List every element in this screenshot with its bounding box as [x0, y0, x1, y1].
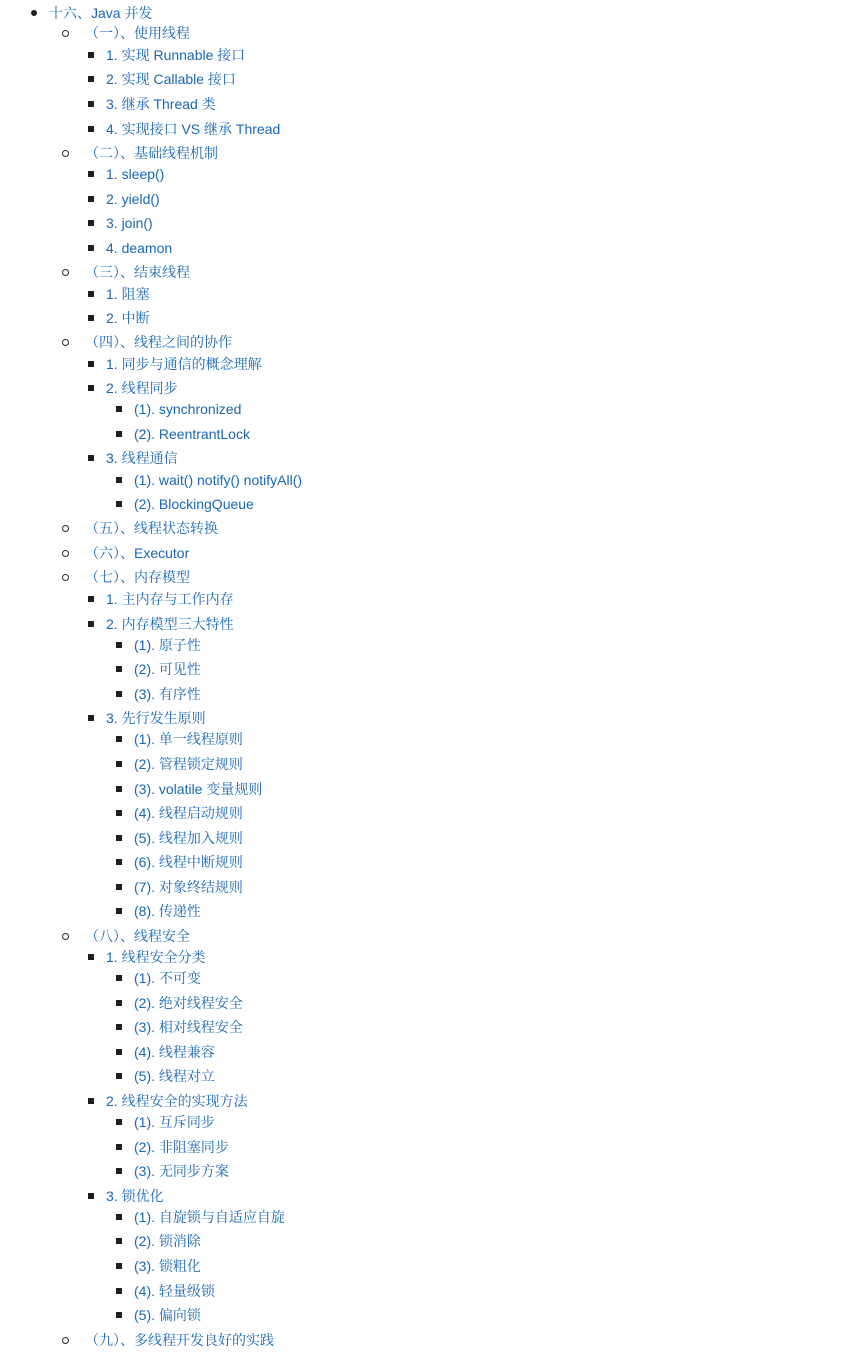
square-bullet-icon [116, 1214, 122, 1220]
toc-item-level-2 [106, 708, 206, 728]
toc-link[interactable]: (4). 线程启动规则 [134, 805, 243, 821]
square-bullet-icon [88, 954, 94, 960]
toc-item-level-3 [134, 1161, 229, 1181]
circle-bullet-icon [62, 1337, 69, 1344]
square-bullet-icon [116, 1263, 122, 1269]
square-bullet-icon [116, 406, 122, 412]
square-bullet-icon [116, 975, 122, 981]
toc-link[interactable]: （一）、使用线程 [85, 25, 190, 41]
toc-link[interactable]: (3). 无同步方案 [134, 1163, 229, 1179]
toc-link[interactable]: (3). volatile 变量规则 [134, 781, 263, 797]
toc-item-level-3 [134, 968, 201, 988]
toc-item-level-0 [49, 3, 152, 23]
toc-item-level-2 [106, 589, 234, 609]
square-bullet-icon [88, 596, 94, 602]
square-bullet-icon [88, 621, 94, 627]
toc-item-level-2 [106, 45, 245, 65]
square-bullet-icon [116, 810, 122, 816]
toc-link[interactable]: 3. 锁优化 [106, 1188, 164, 1204]
toc-item-level-3 [134, 684, 201, 704]
toc-item-level-3 [134, 729, 243, 749]
toc-link[interactable]: (4). 线程兼容 [134, 1044, 215, 1060]
toc-item-level-2 [106, 1186, 164, 1206]
square-bullet-icon [88, 715, 94, 721]
square-bullet-icon [116, 835, 122, 841]
toc-link[interactable]: (5). 偏向锁 [134, 1307, 201, 1323]
toc-item-level-3 [134, 803, 243, 823]
circle-bullet-icon [62, 150, 69, 157]
toc-item-level-3 [134, 779, 262, 799]
disc-bullet-icon [31, 10, 37, 16]
square-bullet-icon [116, 908, 122, 914]
toc-link[interactable]: 1. 实现 Runnable 接口 [106, 47, 246, 63]
square-bullet-icon [116, 666, 122, 672]
toc-item-level-3 [134, 1281, 215, 1301]
toc-item-level-3 [134, 754, 243, 774]
toc-item-level-1 [85, 332, 232, 352]
toc-link[interactable]: 1. 线程安全分类 [106, 949, 206, 965]
toc-item-level-3 [134, 1256, 201, 1276]
toc-link[interactable]: (8). 传递性 [134, 903, 201, 919]
toc-item-level-2 [106, 308, 150, 328]
square-bullet-icon [116, 1024, 122, 1030]
square-bullet-icon [88, 76, 94, 82]
toc-item-level-1 [85, 518, 218, 538]
toc-link[interactable]: 1. 阻塞 [106, 286, 150, 302]
square-bullet-icon [116, 884, 122, 890]
square-bullet-icon [116, 786, 122, 792]
toc-item-level-3 [134, 1112, 215, 1132]
toc-item-level-1 [85, 1330, 274, 1350]
square-bullet-icon [116, 736, 122, 742]
toc-link[interactable]: (6). 线程中断规则 [134, 854, 243, 870]
square-bullet-icon [88, 196, 94, 202]
toc-item-level-1 [85, 262, 190, 282]
toc-link[interactable]: 1. 同步与通信的概念理解 [106, 356, 262, 372]
toc-item-level-2 [106, 1091, 248, 1111]
square-bullet-icon [88, 52, 94, 58]
circle-bullet-icon [62, 269, 69, 276]
square-bullet-icon [88, 220, 94, 226]
toc-link[interactable]: (2). 绝对线程安全 [134, 995, 243, 1011]
toc-link[interactable]: (7). 对象终结规则 [134, 879, 243, 895]
square-bullet-icon [116, 1119, 122, 1125]
square-bullet-icon [88, 315, 94, 321]
square-bullet-icon [116, 477, 122, 483]
toc-item-level-3 [134, 901, 201, 921]
square-bullet-icon [116, 1000, 122, 1006]
toc-link[interactable]: (3). 锁粗化 [134, 1258, 201, 1274]
square-bullet-icon [116, 1049, 122, 1055]
toc-link[interactable]: 2. yield() [106, 191, 160, 207]
toc-item-level-1 [85, 926, 190, 946]
toc-link[interactable]: 2. 线程同步 [106, 380, 178, 396]
square-bullet-icon [116, 859, 122, 865]
square-bullet-icon [116, 1144, 122, 1150]
toc-item-level-3 [134, 1066, 215, 1086]
toc-link[interactable]: （六）、Executor [85, 545, 190, 561]
toc-link[interactable]: 十六、Java 并发 [49, 5, 153, 21]
square-bullet-icon [88, 101, 94, 107]
toc-link[interactable]: 3. 先行发生原则 [106, 710, 206, 726]
toc-link[interactable]: 1. 主内存与工作内存 [106, 591, 234, 607]
toc-item-level-2 [106, 448, 178, 468]
toc-link[interactable]: 4. deamon [106, 240, 173, 256]
square-bullet-icon [88, 171, 94, 177]
toc-item-level-2 [106, 614, 234, 634]
toc-link[interactable]: (2). 锁消除 [134, 1233, 201, 1249]
toc-link[interactable]: (3). 相对线程安全 [134, 1019, 243, 1035]
toc-link[interactable]: 1. sleep() [106, 166, 165, 182]
square-bullet-icon [88, 455, 94, 461]
square-bullet-icon [116, 1288, 122, 1294]
square-bullet-icon [88, 245, 94, 251]
toc-link[interactable]: (2). 管程锁定规则 [134, 756, 243, 772]
square-bullet-icon [88, 385, 94, 391]
toc-item-level-3 [134, 877, 243, 897]
toc-item-level-3 [134, 828, 243, 848]
square-bullet-icon [88, 291, 94, 297]
square-bullet-icon [88, 361, 94, 367]
circle-bullet-icon [62, 550, 69, 557]
square-bullet-icon [116, 1168, 122, 1174]
square-bullet-icon [116, 1312, 122, 1318]
toc-link[interactable]: 3. join() [106, 215, 153, 231]
toc-link[interactable]: 3. 线程通信 [106, 450, 178, 466]
circle-bullet-icon [62, 574, 69, 581]
toc-item-level-2 [106, 69, 236, 89]
toc-item-level-3 [134, 494, 254, 514]
toc-link[interactable]: (1). 单一线程原则 [134, 731, 243, 747]
toc-link[interactable]: 3. 继承 Thread 类 [106, 96, 216, 112]
toc-link[interactable]: 2. 中断 [106, 310, 150, 326]
toc-link[interactable]: (2). BlockingQueue [134, 496, 254, 512]
circle-bullet-icon [62, 525, 69, 532]
square-bullet-icon [116, 691, 122, 697]
toc-link[interactable]: (1). synchronized [134, 401, 242, 417]
toc-item-level-2 [106, 164, 164, 184]
toc-link[interactable]: 4. 实现接口 VS 继承 Thread [106, 121, 281, 137]
toc-item-level-1 [85, 543, 189, 563]
toc-item-level-3 [134, 1017, 243, 1037]
toc-item-level-2 [106, 213, 153, 233]
square-bullet-icon [116, 761, 122, 767]
toc-item-level-2 [106, 94, 216, 114]
toc-link[interactable]: （五）、线程状态转换 [85, 520, 218, 536]
toc-item-level-3 [134, 424, 250, 444]
toc-link[interactable]: (3). 有序性 [134, 686, 201, 702]
toc-link[interactable]: 2. 内存模型三大特性 [106, 616, 234, 632]
square-bullet-icon [116, 501, 122, 507]
toc-item-level-3 [134, 1207, 285, 1227]
toc-item-level-2 [106, 284, 150, 304]
toc-link[interactable]: (2). 可见性 [134, 661, 201, 677]
square-bullet-icon [116, 431, 122, 437]
square-bullet-icon [88, 1193, 94, 1199]
toc-item-level-1 [85, 567, 190, 587]
toc-link[interactable]: (1). 自旋锁与自适应自旋 [134, 1209, 285, 1225]
toc-item-level-2 [106, 354, 262, 374]
toc-item-level-1 [85, 23, 190, 43]
toc-item-level-3 [134, 470, 302, 490]
toc-link[interactable]: （七）、内存模型 [85, 569, 190, 585]
circle-bullet-icon [62, 339, 69, 346]
toc-link[interactable]: 2. 线程安全的实现方法 [106, 1093, 248, 1109]
toc-link[interactable]: (1). wait() notify() notifyAll() [134, 472, 303, 488]
toc-item-level-3 [134, 399, 241, 419]
toc-item-level-3 [134, 852, 243, 872]
toc-item-level-2 [106, 119, 280, 139]
toc-link[interactable]: （九）、多线程开发良好的实践 [85, 1332, 274, 1348]
toc-item-level-3 [134, 1042, 215, 1062]
toc-item-level-2 [106, 378, 178, 398]
toc-item-level-3 [134, 1231, 201, 1251]
toc-item-level-3 [134, 635, 201, 655]
toc-item-level-2 [106, 947, 206, 967]
toc-item-level-3 [134, 1305, 201, 1325]
toc-link[interactable]: （三）、结束线程 [85, 264, 190, 280]
toc-link[interactable]: (4). 轻量级锁 [134, 1283, 215, 1299]
toc-link[interactable]: (2). ReentrantLock [134, 426, 250, 442]
toc-item-level-1 [85, 143, 218, 163]
toc-link[interactable]: (1). 原子性 [134, 637, 201, 653]
toc-link[interactable]: (5). 线程对立 [134, 1068, 215, 1084]
toc-item-level-3 [134, 1137, 229, 1157]
square-bullet-icon [116, 1073, 122, 1079]
toc-link[interactable]: (5). 线程加入规则 [134, 830, 243, 846]
square-bullet-icon [116, 1238, 122, 1244]
toc-item-level-3 [134, 993, 243, 1013]
square-bullet-icon [88, 1098, 94, 1104]
square-bullet-icon [116, 642, 122, 648]
toc-link[interactable]: （八）、线程安全 [85, 928, 190, 944]
square-bullet-icon [88, 126, 94, 132]
toc-link[interactable]: (1). 互斥同步 [134, 1114, 215, 1130]
toc-link[interactable]: (2). 非阻塞同步 [134, 1139, 229, 1155]
toc-link[interactable]: (1). 不可变 [134, 970, 201, 986]
toc-item-level-2 [106, 238, 172, 258]
toc-item-level-3 [134, 659, 201, 679]
toc-item-level-2 [106, 189, 160, 209]
circle-bullet-icon [62, 933, 69, 940]
toc-link[interactable]: （二）、基础线程机制 [85, 145, 218, 161]
toc-link[interactable]: （四）、线程之间的协作 [85, 334, 232, 350]
circle-bullet-icon [62, 30, 69, 37]
toc-link[interactable]: 2. 实现 Callable 接口 [106, 71, 236, 87]
